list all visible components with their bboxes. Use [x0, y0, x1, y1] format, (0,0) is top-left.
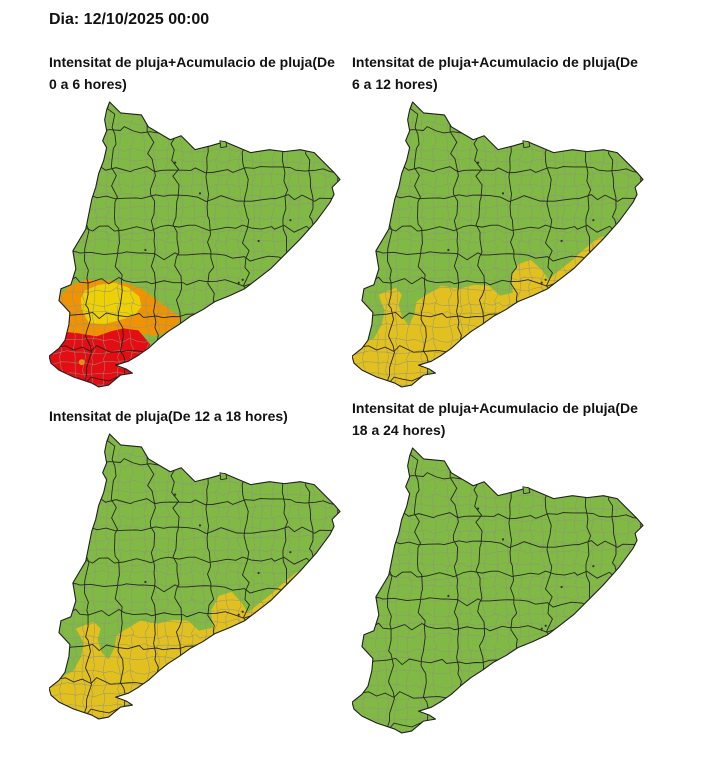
map-title-line-1: Intensitat de pluja+Acumulacio de pluja(De [352, 400, 638, 416]
map-title-line-1: Intensitat de pluja(De 12 a 18 hores) [49, 408, 288, 424]
left-column [49, 51, 355, 722]
map-title-6-12 [352, 51, 658, 95]
map-title-0-6 [49, 51, 355, 95]
page-title-date: Dia: 12/10/2025 00:00 [49, 11, 210, 28]
map-title-line-1: Intensitat de pluja+Acumulacio de pluja(De [352, 54, 638, 70]
map-title-line-2: 0 a 6 hores) [49, 76, 127, 92]
map-title-line-1: Intensitat de pluja+Acumulacio de pluja(De [49, 54, 335, 70]
right-column [352, 51, 658, 736]
map-title-18-24 [352, 397, 658, 441]
map-title-line-2: 18 a 24 hores) [352, 422, 446, 438]
map-title-12-18 [49, 405, 355, 427]
catalonia-warning-map-18-24 [352, 446, 650, 736]
catalonia-warning-map-6-12 [352, 100, 650, 390]
catalonia-warning-map-0-6 [49, 100, 347, 390]
catalonia-warning-map-12-18 [49, 432, 347, 722]
map-title-line-2: 6 a 12 hores) [352, 76, 438, 92]
